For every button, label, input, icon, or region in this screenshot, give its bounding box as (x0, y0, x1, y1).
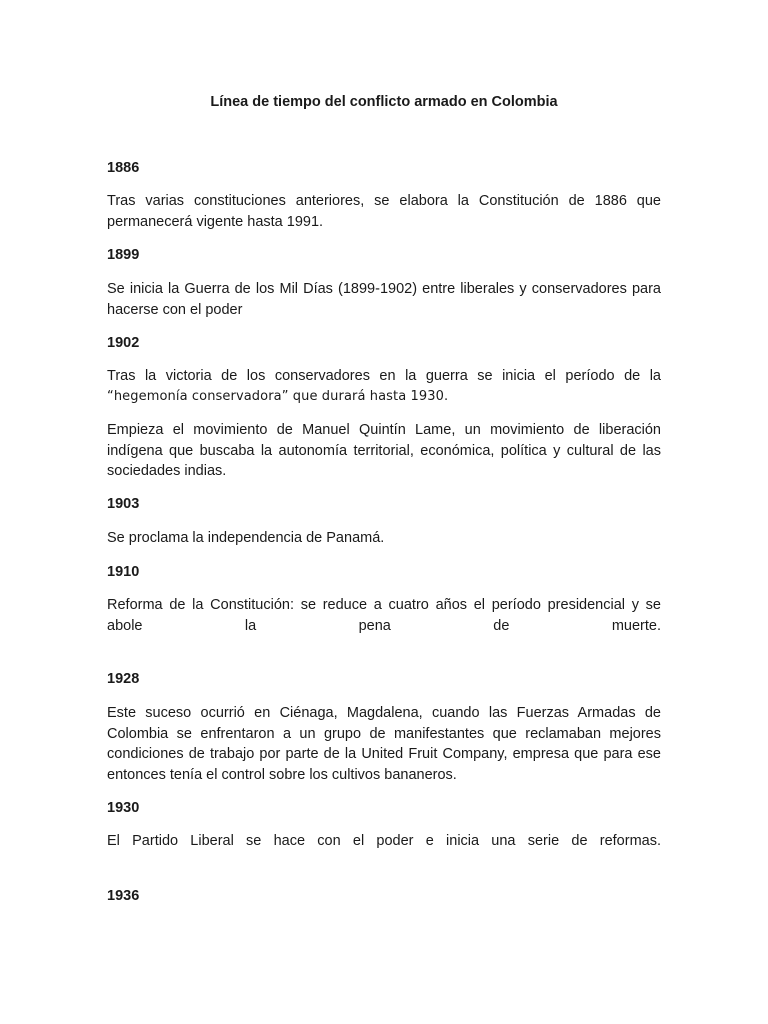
year-heading-1930: 1930 (107, 800, 140, 816)
document-title: Línea de tiempo del conflicto armado en Colombia (210, 94, 558, 110)
entry-text-1928: Este suceso ocurrió en Ciénaga, Magdalena, cuando las Fuerzas Armadas de Colombia se enfrentaron a un grupo de manifestantes que reclamaban mejores condiciones de trabajo por parte de la United Fruit Company, empresa que para ese entonces tenía el control sobre los cultivos bananeros. (107, 705, 661, 783)
entry-text-1930: El Partido Liberal se hace con el poder e inicia una serie de reformas. (107, 833, 661, 849)
entry-text-1902-line2: “hegemonía conservadora” que durará hasta 1930. (107, 388, 449, 404)
year-heading-1936: 1936 (107, 888, 140, 904)
entry-text-1899: Se inicia la Guerra de los Mil Días (1899-1902) entre liberales y conservadores para hacerse con el poder (107, 281, 661, 318)
entry-text-1902-line1: Tras la victoria de los conservadores en la guerra se inicia el período de la (107, 368, 661, 384)
year-heading-1910: 1910 (107, 564, 140, 580)
year-heading-1928: 1928 (107, 671, 140, 687)
entry-text-1886: Tras varias constituciones anteriores, se elabora la Constitución de 1886 que permanecerá vigente hasta 1991. (107, 193, 661, 230)
entry-text-1903: Se proclama la independencia de Panamá. (107, 530, 385, 546)
entry-text-1902 (107, 366, 661, 407)
year-heading-1899: 1899 (107, 247, 140, 263)
entry-text-1910: Reforma de la Constitución: se reduce a cuatro años el período presidencial y se abole la pena de muerte. (107, 597, 661, 634)
year-heading-1902: 1902 (107, 335, 140, 351)
entry-text-1902-quintin-lame: Empieza el movimiento de Manuel Quintín Lame, un movimiento de liberación indígena que buscaba la autonomía territorial, económica, política y cultural de las sociedades indias. (107, 422, 661, 479)
year-heading-1903: 1903 (107, 496, 140, 512)
year-heading-1886: 1886 (107, 160, 140, 176)
